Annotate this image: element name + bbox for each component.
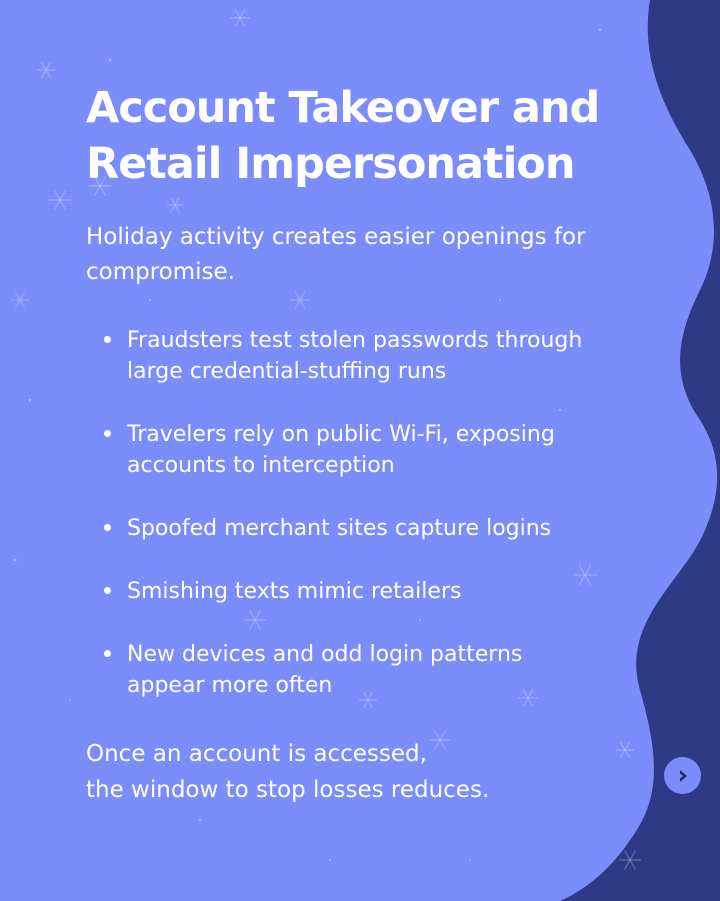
list-item [104,513,604,544]
closing-line-2: the window to stop losses reduces. [86,777,490,803]
bullet-dot [104,587,111,594]
list-item-text: Travelers rely on public Wi-Fi, exposing accounts to interception [127,422,555,478]
list-item-text: Fraudsters test stolen passwords through large credential-stuffing runs [127,328,583,384]
bullet-dot [104,524,111,531]
closing-line-1: Once an account is accessed, [86,741,427,767]
bullet-dot [104,430,111,437]
list-item [104,639,604,701]
list-item-text: Smishing texts mimic retailers [127,579,462,604]
list-item [104,419,604,481]
list-item [104,325,604,387]
intro-text: Holiday activity creates easier openings for compromise. [86,224,586,285]
chevron-right-icon [674,767,692,785]
next-slide-button[interactable] [664,757,701,794]
list-item-text: New devices and odd login patterns appear more often [127,642,523,698]
slide-title: Account Takeover and Retail Impersonation [86,83,600,189]
list-item [104,576,604,607]
bullet-dot [104,336,111,343]
bullet-dot [104,650,111,657]
bullet-list [104,325,604,733]
closing-text [86,736,606,808]
list-item-text: Spoofed merchant sites capture logins [127,516,552,541]
